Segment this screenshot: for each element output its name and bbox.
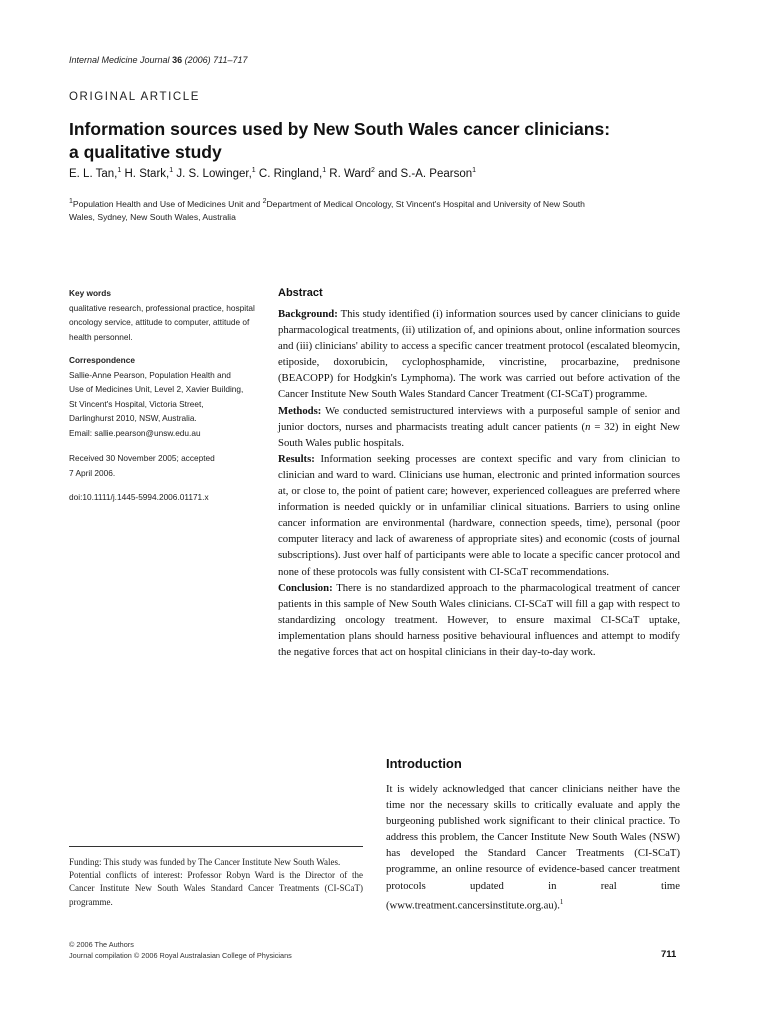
author-affiliation-mark: 1 [169, 167, 174, 174]
abstract-heading: Abstract [278, 287, 323, 299]
correspondence-line: Darlinghurst 2010, NSW, Australia. [69, 413, 197, 423]
conclusion-text: There is no standardized approach to the pharmacological treatment of cancer patients in this sample of New South Wales clinicians. CI-SCaT will fill a gap with respect to standardizing oncology treatment. However, to ensure maximal CI-SCaT uptake, implementation plans should harness positive behavioural influences and attempt to modify the negative forces that act on hospital clinicians in their day-to-day work. [278, 581, 680, 658]
results-label: Results: [278, 452, 315, 465]
author-affiliation-mark: 1 [472, 167, 477, 174]
title-line-1: Information sources used by New South Wales cancer clinicians: [69, 119, 611, 139]
author: H. Stark, [124, 167, 170, 180]
correspondence-email: Email: sallie.pearson@unsw.edu.au [69, 427, 201, 438]
introduction-heading: Introduction [386, 756, 462, 771]
author-list [69, 167, 476, 180]
abstract-conclusion [278, 580, 680, 660]
conclusion-label: Conclusion: [278, 581, 333, 594]
author: C. Ringland, [258, 167, 323, 180]
abstract-results [278, 451, 680, 580]
received-line: Received 30 November 2005; accepted [69, 453, 215, 463]
introduction-text: It is widely acknowledged that cancer clinicians neither have the time nor the necessary skills to critically evaluate and apply the burgeoning published work significant to their clinical practice. To address this problem, the Cancer Institute New South Wales (NSW) has developed the Standard Cancer Treatments (CI-SCaT) programme, an online resource of evidence-based cancer treatment protocols updated in real time (www.treatment.cancersinstitute.org.au). [386, 783, 680, 912]
conflicts-note: Potential conflicts of interest: Professor Robyn Ward is the Director of the Cancer Institute New South Wales Standard Cancer Treatments (CI-SCaT) programme. [69, 870, 363, 907]
background-label: Background: [278, 308, 338, 320]
keywords-block [69, 286, 269, 344]
methods-n: n [585, 420, 591, 433]
copyright-authors: © 2006 The Authors [69, 940, 134, 949]
affiliation-mark: 1 [69, 198, 73, 205]
introduction-body [386, 781, 680, 913]
background-text: This study identified (i) information sources used by cancer clinicians to guide pharmacological treatments, (ii) utilization of, and opinions about, online information sources and (iii) clinicians' ability to access a specific cancer treatment protocol (escalated bleomycin, etiposide, doxorubicin, cyclophosphamide, vincristine, procarbazine, prednisone (BEACOPP) for Hodgkin's Lymphoma). The work was carried out before activation of the Cancer Institute New South Wales Standard Cancer Treatment (CI-SCaT) programme. [278, 308, 680, 401]
journal-year-pages: (2006) 711–717 [184, 55, 248, 65]
doi: doi:10.1111/j.1445-5994.2006.01171.x [69, 492, 209, 502]
methods-label: Methods: [278, 404, 322, 417]
received-dates [69, 451, 269, 480]
copyright-journal: Journal compilation © 2006 Royal Australasian College of Physicians [69, 950, 292, 960]
footnote-divider [69, 846, 363, 847]
abstract-body [278, 306, 680, 660]
author-affiliation-mark: 2 [371, 167, 375, 174]
author: J. S. Lowinger, [176, 167, 252, 180]
received-line: 7 April 2006. [69, 467, 116, 478]
journal-volume: 36 [172, 55, 183, 65]
author: R. Ward [329, 167, 372, 180]
article-title [69, 118, 709, 164]
title-line-2: a qualitative study [69, 142, 222, 162]
correspondence-line: Sallie-Anne Pearson, Population Health and [69, 369, 231, 380]
reference-mark: 1 [559, 897, 564, 906]
author: E. L. Tan, [69, 167, 118, 180]
correspondence-heading: Correspondence [69, 355, 135, 365]
page-number: 711 [661, 949, 677, 960]
affiliation-text: Population Health and Use of Medicines Unit and [72, 198, 263, 209]
abstract-methods [278, 403, 680, 451]
author-affiliation-mark: 1 [117, 167, 122, 174]
copyright [69, 940, 292, 961]
correspondence-line: St Vincent's Hospital, Victoria Street, [69, 398, 204, 409]
author-affiliation-mark: 1 [322, 167, 327, 174]
correspondence-block [69, 353, 269, 440]
methods-text: We conducted semistructured interviews with a purposeful sample of senior and junior doctors, nurses and pharmacists treating adult cancer patients ( [278, 404, 680, 433]
affiliation-mark: 2 [262, 198, 267, 205]
methods-text-end: = 32) in eight New South Wales public hospitals. [278, 420, 681, 449]
affiliations [69, 195, 609, 224]
author: and S.-A. Pearson [378, 167, 473, 180]
keywords-text: qualitative research, professional practice, hospital oncology service, attitude to computer, attitude of health personnel. [69, 302, 255, 342]
results-text: Information seeking processes are context specific and vary from clinician to clinician and ward to ward. Clinicians use human, electronic and printed information sources at, or close to, the point of patient care; however, experienced colleagues are preferred where information is needed quickly or in unfamiliar clinical situations. Barriers to using online cancer information are environmental (hardware, connection speeds, time), personal (poor computer literacy and lack of awareness of appropriate sites) and economic (costs of journal subscriptions). Just over half of participants were able to locate a specific cancer protocol and none of these protocols was fully consistent with CI-SCaT recommendations. [278, 452, 680, 578]
affiliation-text: Department of Medical Oncology, St Vincent's Hospital and University of New South Wales, Sydney, New South Wales, Australia [69, 198, 585, 222]
footnotes [69, 856, 363, 909]
article-type: ORIGINAL ARTICLE [69, 91, 201, 103]
keywords-heading: Key words [69, 288, 111, 298]
abstract-background [278, 306, 680, 403]
correspondence-line: Use of Medicines Unit, Level 2, Xavier Building, [69, 384, 244, 394]
running-header [69, 55, 248, 65]
journal-name: Internal Medicine Journal [69, 55, 170, 65]
funding-note: Funding: This study was funded by The Cancer Institute New South Wales. [69, 857, 341, 867]
author-affiliation-mark: 1 [251, 167, 256, 174]
